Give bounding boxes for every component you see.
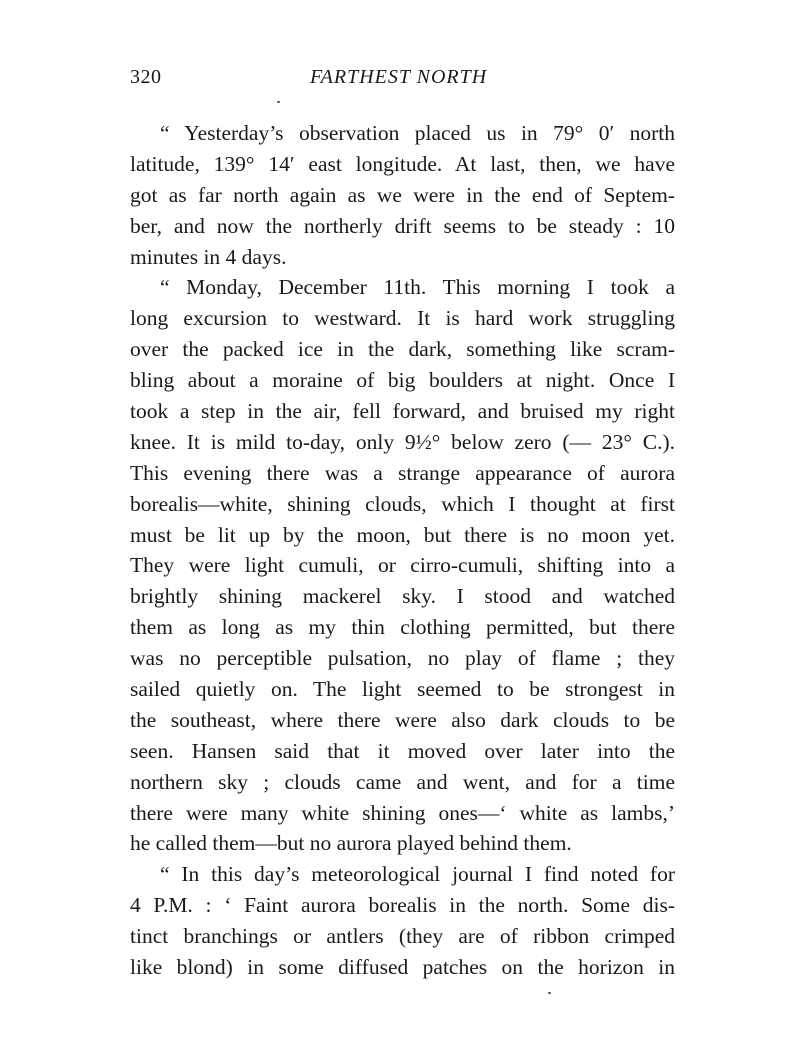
text-line: he called them—but no aurora played behind them. [130,831,572,856]
text-line: got as far north again as we were in the end of Septem- [130,182,675,207]
text-line: 4 P.M. : ‘ Faint aurora borealis in the north. Some dis- [130,893,675,918]
page-number: 320 [130,66,162,88]
text-line: the southeast, where there were also dark clouds to be [130,707,675,732]
text-line: took a step in the air, fell forward, and bruised my right [130,399,675,424]
text-line: there were many white shining ones—‘ white as lambs,’ [130,800,675,825]
text-line: ber, and now the northerly drift seems to be steady : 10 [130,213,675,238]
text-line: This evening there was a strange appearance of aurora [130,460,675,485]
text-line: seen. Hansen said that it moved over later into the [130,738,675,763]
text-line: sailed quietly on. The light seemed to be strongest in [130,677,675,702]
text-line: latitude, 139° 14′ east longitude. At last, then, we have [130,151,675,176]
text-line: was no perceptible pulsation, no play of flame ; they [130,646,675,671]
text-line: “ Monday, December 11th. This morning I took a [160,275,675,300]
text-line: knee. It is mild to-day, only 9½° below zero (— 23° C.). [130,429,675,454]
text-line: over the packed ice in the dark, something like scram- [130,337,675,362]
text-line: bling about a moraine of big boulders at night. Once I [130,368,675,393]
print-speck [548,992,551,994]
text-line: borealis—white, shining clouds, which I thought at first [130,491,675,516]
page-header [130,66,675,96]
running-head: FARTHEST NORTH [310,66,488,88]
print-speck [277,101,280,103]
text-line: brightly shining mackerel sky. I stood and watched [130,584,675,609]
text-line: minutes in 4 days. [130,244,287,269]
text-line: They were light cumuli, or cirro-cumuli, shifting into a [130,553,675,578]
paragraph [130,272,675,859]
text-line: tinct branchings or antlers (they are of ribbon crimped [130,924,675,949]
text-line: long excursion to westward. It is hard work struggling [130,306,675,331]
text-line: “ Yesterday’s observation placed us in 79° 0′ north [160,121,675,145]
text-line: “ In this day’s meteorological journal I find noted for [160,862,675,887]
paragraph [130,118,675,272]
text-line: must be lit up by the moon, but there is no moon yet. [130,522,675,547]
text-line: like blond) in some diffused patches on the horizon in [130,955,675,980]
text-line: them as long as my thin clothing permitted, but there [130,615,675,640]
text-line: northern sky ; clouds came and went, and for a time [130,769,675,794]
paragraph [130,859,675,983]
body-text [130,118,675,983]
